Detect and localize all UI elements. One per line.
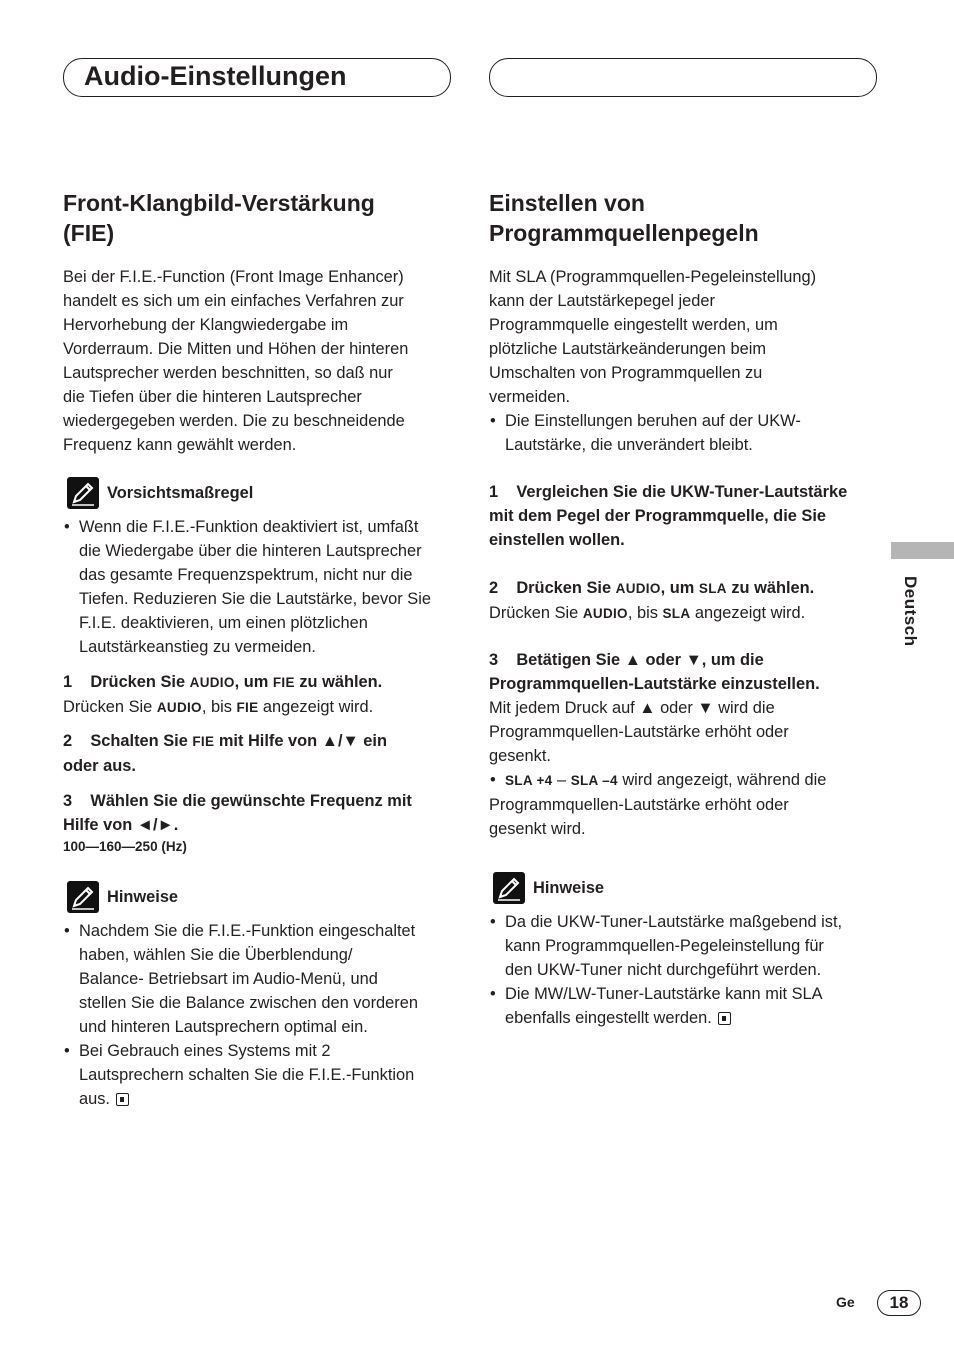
- text-line: Mit SLA (Programmquellen-Pegeleinstellung): [489, 268, 817, 286]
- text-line: Vorderraum. Die Mitten und Höhen der hinteren: [63, 340, 409, 358]
- text-line: Balance- Betriebsart im Audio-Menü, und: [79, 970, 378, 988]
- bullet-dot: •: [490, 985, 496, 1003]
- text-line: Nachdem Sie die F.I.E.-Funktion eingeschaltet: [79, 922, 416, 940]
- step-desc: Programmquellen-Lautstärke erhöht oder: [489, 723, 789, 741]
- step-desc: –: [552, 771, 571, 789]
- fie-step-3: [63, 789, 458, 857]
- page-title: Audio-Einstellungen: [84, 61, 347, 91]
- text-line: Die Einstellungen beruhen auf der UKW-: [505, 412, 801, 430]
- step-desc: angezeigt wird.: [258, 698, 374, 716]
- header-empty-frame: [489, 58, 877, 97]
- heading-line: (FIE): [63, 220, 115, 246]
- text-line: und hinteren Lautsprechern optimal ein.: [79, 1018, 368, 1036]
- step-text: oder aus.: [63, 757, 136, 775]
- text-line: Tiefen. Reduzieren Sie die Lautstärke, bevor Sie: [79, 590, 431, 608]
- text-line: das gesamte Frequenzspektrum, nicht nur die: [79, 566, 413, 584]
- display-label: SLA: [662, 606, 691, 621]
- display-label: FIE: [236, 700, 259, 715]
- sla-intro: [489, 265, 884, 457]
- text-line: den UKW-Tuner nicht durchgeführt werden.: [505, 961, 822, 979]
- text-line: Lautsprechern schalten Sie die F.I.E.-Funktion: [79, 1066, 415, 1084]
- language-tab-marker: [891, 542, 954, 559]
- sla-step-1: [489, 480, 884, 552]
- text-line: Da die UKW-Tuner-Lautstärke maßgebend ist,: [505, 913, 843, 931]
- step-text: Wählen Sie die gewünschte Frequenz mit: [90, 792, 412, 810]
- caution-title: Vorsichtsmaßregel: [107, 484, 254, 502]
- fie-step-1: [63, 670, 458, 720]
- step-number: 1: [63, 673, 73, 691]
- display-label: AUDIO: [582, 606, 628, 621]
- fie-notes: [63, 919, 458, 1111]
- display-label: AUDIO: [156, 700, 202, 715]
- step-text: Drücken Sie: [516, 579, 616, 597]
- text-line: wiedergegeben werden. Die zu beschneidende: [63, 412, 405, 430]
- text-line: Hervorhebung der Klangwiedergabe im: [63, 316, 349, 334]
- step-desc: angezeigt wird.: [690, 604, 806, 622]
- text-line: Wenn die F.I.E.-Funktion deaktiviert ist, umfaßt: [79, 518, 419, 536]
- section-heading-fie: [63, 188, 375, 248]
- end-of-section-icon: [116, 1093, 129, 1106]
- step-text: Hilfe von ◄/►.: [63, 816, 179, 834]
- caution-bullet: [63, 515, 458, 659]
- step-desc: Mit jedem Druck auf ▲ oder ▼ wird die: [489, 699, 775, 717]
- step-desc: gesenkt wird.: [489, 820, 586, 838]
- step-text: Betätigen Sie ▲ oder ▼, um die: [516, 651, 764, 669]
- text-line: plötzliche Lautstärkeänderungen beim: [489, 340, 767, 358]
- heading-line: Front-Klangbild-Verstärkung: [63, 190, 375, 216]
- end-of-section-icon: [718, 1012, 731, 1025]
- text-line: Bei der F.I.E.-Function (Front Image Enhancer): [63, 268, 404, 286]
- step-number: 2: [489, 579, 499, 597]
- text-line: Bei Gebrauch eines Systems mit 2: [79, 1042, 331, 1060]
- fie-step-2: [63, 729, 458, 778]
- bullet-dot: •: [64, 1042, 70, 1060]
- text-line: Programmquelle eingestellt werden, um: [489, 316, 778, 334]
- step-desc: wird angezeigt, während die: [617, 771, 827, 789]
- step-text: mit Hilfe von ▲/▼ ein: [214, 732, 387, 750]
- frequency-options: 100—160—250 (Hz): [63, 839, 187, 854]
- text-line: handelt es sich um ein einfaches Verfahren zur: [63, 292, 404, 310]
- bullet-dot: •: [490, 913, 496, 931]
- key-label: FIE: [192, 734, 215, 749]
- step-text: zu wählen.: [294, 673, 383, 691]
- step-text: , um: [234, 673, 273, 691]
- bullet-dot: •: [64, 922, 70, 940]
- step-desc: Programmquellen-Lautstärke erhöht oder: [489, 796, 789, 814]
- key-label: SLA: [698, 581, 727, 596]
- step-number: 1: [489, 483, 499, 501]
- fie-intro: [63, 265, 458, 457]
- heading-line: Programmquellenpegeln: [489, 220, 759, 246]
- text-line: Umschalten von Programmquellen zu: [489, 364, 763, 382]
- bullet-dot: •: [490, 412, 496, 430]
- footer-language-code: Ge: [836, 1294, 855, 1310]
- sla-notes: [489, 910, 884, 1030]
- section-heading-sla: [489, 188, 759, 248]
- key-label: AUDIO: [189, 675, 235, 690]
- notes-title: Hinweise: [107, 888, 179, 906]
- step-desc: gesenkt.: [489, 747, 551, 765]
- sla-step-2: [489, 576, 884, 626]
- text-line: Die MW/LW-Tuner-Lautstärke kann mit SLA: [505, 985, 823, 1003]
- step-number: 2: [63, 732, 73, 750]
- step-number: 3: [63, 792, 73, 810]
- text-line: ebenfalls eingestellt werden.: [505, 1009, 712, 1027]
- step-text: Drücken Sie: [90, 673, 190, 691]
- text-line: aus.: [79, 1090, 110, 1108]
- bullet-dot: •: [64, 518, 70, 536]
- text-line: Lautstärke, die unverändert bleibt.: [505, 436, 753, 454]
- text-line: die Wiedergabe über die hinteren Lautsprecher: [79, 542, 422, 560]
- page-number: 18: [877, 1290, 921, 1316]
- text-line: F.I.E. deaktivieren, um einen plötzlichen: [79, 614, 368, 632]
- step-desc: , bis: [627, 604, 663, 622]
- step-number: 3: [489, 651, 499, 669]
- step-desc: Drücken Sie: [489, 604, 583, 622]
- text-line: kann der Lautstärkepegel jeder: [489, 292, 715, 310]
- step-text: einstellen wollen.: [489, 531, 625, 549]
- display-label: SLA –4: [570, 773, 618, 788]
- step-text: Programmquellen-Lautstärke einzustellen.: [489, 675, 820, 693]
- text-line: Frequenz kann gewählt werden.: [63, 436, 297, 454]
- text-line: kann Programmquellen-Pegeleinstellung für: [505, 937, 824, 955]
- step-text: Schalten Sie: [90, 732, 193, 750]
- text-line: Lautstärkeanstieg zu vermeiden.: [79, 638, 316, 656]
- step-desc: , bis: [201, 698, 237, 716]
- pencil-note-icon: [67, 881, 99, 913]
- step-text: Vergleichen Sie die UKW-Tuner-Lautstärke: [516, 483, 848, 501]
- step-desc: Drücken Sie: [63, 698, 157, 716]
- step-text: , um: [660, 579, 699, 597]
- notes-title: Hinweise: [533, 879, 605, 897]
- pencil-note-icon: [493, 872, 525, 904]
- text-line: haben, wählen Sie die Überblendung/: [79, 946, 353, 964]
- text-line: vermeiden.: [489, 388, 571, 406]
- text-line: die Tiefen über die hinteren Lautsprecher: [63, 388, 362, 406]
- heading-line: Einstellen von: [489, 190, 645, 216]
- sla-step-3: [489, 648, 884, 841]
- key-label: FIE: [272, 675, 295, 690]
- language-tab-label: Deutsch: [901, 576, 920, 647]
- key-label: AUDIO: [615, 581, 661, 596]
- text-line: Lautsprecher werden beschnitten, so daß nur: [63, 364, 393, 382]
- pencil-note-icon: [67, 477, 99, 509]
- bullet-dot: •: [490, 771, 496, 789]
- step-text: mit dem Pegel der Programmquelle, die Sie: [489, 507, 827, 525]
- display-label: SLA +4: [505, 773, 553, 788]
- text-line: stellen Sie die Balance zwischen den vorderen: [79, 994, 418, 1012]
- step-text: zu wählen.: [726, 579, 815, 597]
